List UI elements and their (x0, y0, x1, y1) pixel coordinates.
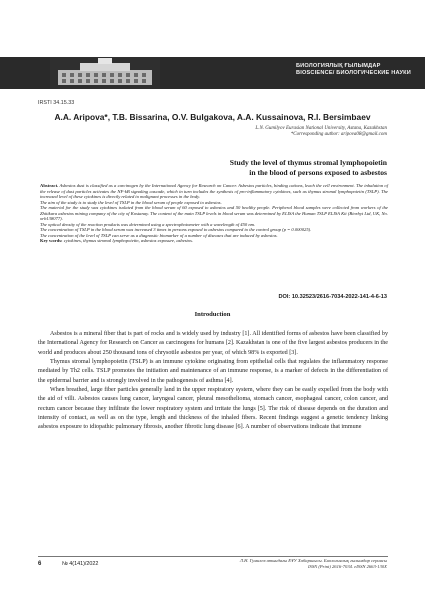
journal-footer (240, 558, 387, 570)
abstract-paragraph-6: The concentration of the level of TSLP can serve as a diagnostic biomarker of a number of diseases that are induced by asbestos. (40, 232, 278, 238)
journal-banner (0, 57, 425, 89)
section-heading-introduction: Introduction (194, 311, 231, 318)
intro-paragraph-3: When breathed, large fiber particles generally land in the upper respiratory system, where they can be easily expelled from the body with the aid of villi. Asbestos causes lung cancer, laryngeal cancer, pleural mesothelioma, stomach cancer, esophageal cancer, colon cancer, and rectum cancer because they infiltrate the lower respiratory system and irritate the lungs [5]. The risk of disease depends on the duration and intensity of contact, as well as on the type, length and thickness of the inhaled fibers. Recent findings suggest a genetic tendency linking asbestos exposure to idiopathic pulmonary fibrosis, another fibrotic lung disease [6]. A number of observations indicate that immune (38, 387, 388, 431)
abstract-paragraph-4: The optical density of the reaction products was determined using a spectrophotometer with a wavelength of 450 nm. (40, 221, 256, 227)
corresponding-author: *Corresponding author: aripova08@gmail.com (290, 132, 387, 138)
journal-name: Л.Н. Гумилев атындағы ЕҰУ Хабаршысы. Биологиялық ғылымдар сериясы (239, 558, 387, 563)
abstract-paragraph-5: The concentration of TSLP in the blood serum was increased 3 times in persons exposed to asbestos compared to the control group (p = 0.000025). (40, 227, 312, 233)
affiliation-university: L.N. Gumilyov Eurasian National University, Astana, Kazakhstan (255, 126, 387, 131)
affiliation (255, 126, 387, 138)
banner-heading-en-ru: BIOSCIENCE/ БИОЛОГИЧЕСКИЕ НАУКИ (295, 70, 411, 77)
journal-issn: ISSN (Print) 2616-7034. eISSN 2663-130X (308, 563, 387, 569)
abstract (40, 183, 388, 244)
article-title-line-2: in the blood of persons exposed to asbestos (249, 167, 387, 177)
article-title-line-1: Study the level of thymus stromal lymphopoietin (229, 158, 387, 167)
article-title (230, 158, 387, 177)
abstract-paragraph-3: The material for the study was cytokines isolated from the blood serum of 60 exposed to asbestos and 50 healthy people. Peripheral blood samples were collected from workers of the Zhitikara asbestos mining company of the city of Kostanay. The content of the main TSLP levels in blood serum was determined by ELISA the Human TSLP ELISA Kit (Biorbyt Ltd, UK, No. orb138077). (40, 205, 388, 222)
author-list: A.A. Aripova*, T.B. Bissarina, O.V. Bulgakova, A.A. Kussainova, R.I. Bersimbaev (54, 112, 371, 122)
footer-divider (38, 556, 388, 557)
banner-heading-kz: БИОЛОГИЯЛЫҚ ҒЫЛЫМДАР (295, 63, 381, 69)
banner-section-heading (296, 63, 411, 77)
introduction-body (38, 330, 388, 433)
page-number: 6 (38, 561, 42, 567)
intro-paragraph-2: Thymus stromal lymphopoietin (TSLP) is an immune cytokine originating from epithelial cells that regulates the inflammatory response mediated by Th2 cells. TSLP promotes the initiation and maintenance of an immune response, is a marker of defects in the differentiation of the epidermal barrier and is strongly involved in the pathogenesis of asthma [4]. (38, 359, 388, 384)
abstract-label: Abstract. (40, 183, 59, 188)
irsti-code: IRSTI 34.15.33 (38, 100, 75, 106)
keywords: cytokines, thymus stromal lymphopoietin, asbestos exposure, asbestos. (63, 238, 194, 244)
doi-link[interactable]: DOI: 10.32523/2616-7034-2022-141-4-6-13 (278, 294, 387, 300)
keywords-label: Key words: (40, 238, 63, 244)
abstract-paragraph-2: The aim of the study is to study the level of TSLP in the blood serum of people exposed to asbestos. (40, 199, 222, 205)
university-building-logo (50, 57, 160, 89)
abstract-paragraph-1: Asbestos dust is classified as a carcinogen by the International Agency for Research on Cancer. Asbestos particles, binding cations, leach the cell environment. The inhalation of the release of dust particles activates the NF-kB signaling cascade, which in turn includes the synthesis of pro-inflammatory cytokines, such as thymus stromal lymphopoietin (TSLP). The increased level of these cytokines is directly related to malignant processes in the body. (40, 183, 388, 200)
issue-number: № 4(141)/2022 (62, 561, 99, 567)
intro-paragraph-1: Asbestos is a mineral fiber that is part of rocks and is widely used by industry [1]. All identified forms of asbestos have been classified by the International Agency for Research on Cancer as carcinogens for humans [2]. Kazakhstan is one of the five largest asbestos producers in the world and produces about 250 thousand tons of chrysotile asbestos per year, of which 98% is exported [3]. (38, 331, 388, 356)
